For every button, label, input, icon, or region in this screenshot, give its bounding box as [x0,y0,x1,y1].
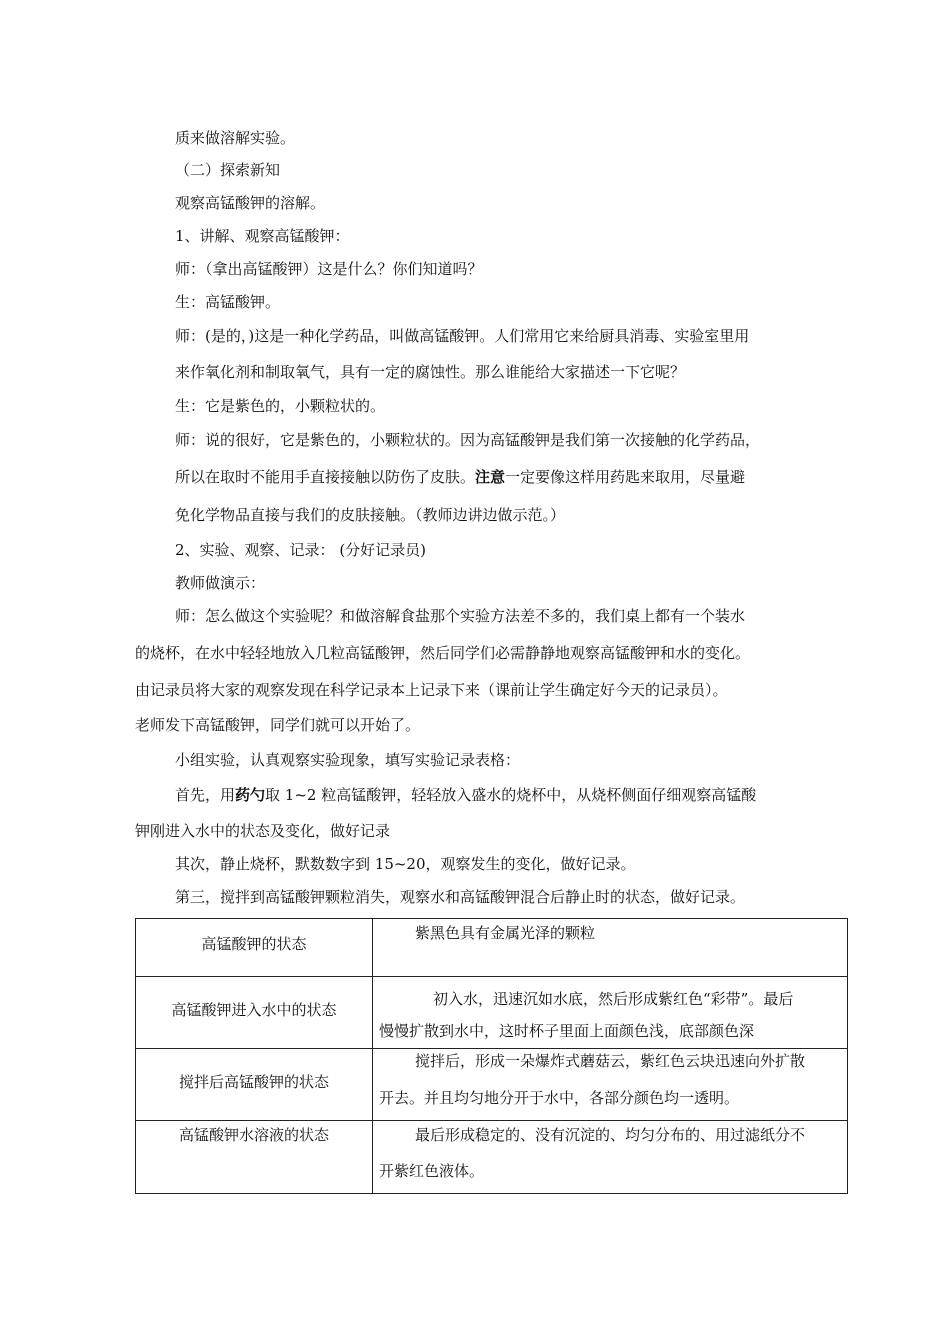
cell-line: 慢慢扩散到水中，这时杯子里面上面颜色浅，底部颜色深 [379,1022,755,1040]
text-segment: 所以在取时不能用手直接接触以防伤了皮肤。 [175,468,476,486]
table-row [136,977,848,1049]
dialogue-teacher-4-line3: 由记录员将大家的观察发现在科学记录本上记录下来（课前让学生确定好今天的记录员）。 [135,681,728,699]
dialogue-teacher-3-line3: 免化学物品直接与我们的皮肤接触。（教师边讲边做示范。） [175,506,566,524]
dialogue-teacher-2-line2: 来作氧化剂和制取氧气，具有一定的腐蚀性。那么谁能给大家描述一下它呢？ [175,363,686,381]
section-heading: （二）探索新知 [175,161,281,179]
dialogue-student-1: 生：高锰酸钾。 [175,293,281,311]
dialogue-teacher-4-line2: 的烧杯，在水中轻轻地放入几粒高锰酸钾，然后同学们必需静静地观察高锰酸钾和水的变化。 [135,644,751,662]
dialogue-teacher-1: 师：（拿出高锰酸钾）这是什么？你们知道吗？ [175,260,483,278]
paragraph-first-line2: 钾刚进入水中的状态及变化，做好记录 [135,822,391,840]
paragraph-observe: 观察高锰酸钾的溶解。 [175,194,326,212]
step-2-heading: 2、实验、观察、记录： (分好记录员) [175,541,427,559]
table-row-value [373,977,848,1049]
table-row [136,1049,848,1121]
cell-line: 最后形成稳定的、没有沉淀的、均匀分布的、用过滤纸分不 [415,1126,806,1144]
table-row [136,1121,848,1194]
paragraph-intro-end: 质来做溶解实验。 [175,129,296,147]
cell-line: 开紫红色液体。 [379,1162,485,1180]
table-row-label: 搅拌后高锰酸钾的状态 [136,1049,373,1121]
cell-line: 搅拌后，形成一朵爆炸式蘑菇云，紫红色云块迅速向外扩散 [415,1052,806,1070]
paragraph-second: 其次，静止烧杯，默数数字到 15~20，观察发生的变化，做好记录。 [175,855,636,873]
emphasis-text: 药勺 [235,786,266,804]
cell-line: 紫黑色具有金属光泽的颗粒 [415,924,596,942]
table-row [136,919,848,977]
text-segment: 首先，用 [175,786,236,804]
emphasis-text: 注意 [475,468,506,486]
paragraph-third: 第三，搅拌到高锰酸钾颗粒消失，观察水和高锰酸钾混合后静止时的状态，做好记录。 [175,888,746,906]
cell-line: 初入水，迅速沉如水底，然后形成紫红色“彩带”。最后 [433,990,794,1008]
paragraph-first-line1 [175,785,756,805]
cell-line: 开去。并且均匀地分开于水中，各部分颜色均一透明。 [379,1089,740,1107]
record-table [135,918,848,1194]
table-row-value [373,1121,848,1194]
table-row-label: 高锰酸钾的状态 [136,919,373,977]
text-segment: 取 1~2 粒高锰酸钾，轻轻放入盛水的烧杯中，从烧杯侧面仔细观察高锰酸 [265,786,757,804]
step-1-heading: 1、讲解、观察高锰酸钾： [175,227,350,245]
text-segment: 一定要像这样用药匙来取用，尽量避 [505,468,746,486]
paragraph-demo: 教师做演示： [175,574,266,592]
table-row-label: 高锰酸钾进入水中的状态 [136,977,373,1049]
dialogue-student-2: 生：它是紫色的，小颗粒状的。 [175,397,386,415]
table-row-value [373,1049,848,1121]
dialogue-teacher-3-line2 [175,467,745,487]
table-row-value [373,919,848,977]
table-row-label: 高锰酸钾水溶液的状态 [136,1121,373,1194]
dialogue-teacher-2-line1: 师：(是的，)这是一种化学药品，叫做高锰酸钾。人们常用它来给厨具消毒、实验室里用 [175,327,750,345]
paragraph-group-experiment: 小组实验，认真观察实验现象，填写实验记录表格： [175,751,521,769]
dialogue-teacher-4-line1: 师：怎么做这个实验呢？和做溶解食盐那个实验方法差不多的，我们桌上都有一个装水 [175,607,746,625]
dialogue-teacher-4-line4: 老师发下高锰酸钾，同学们就可以开始了。 [135,716,421,734]
dialogue-teacher-3-line1: 师：说的很好，它是紫色的，小颗粒状的。因为高锰酸钾是我们第一次接触的化学药品， [175,431,761,449]
